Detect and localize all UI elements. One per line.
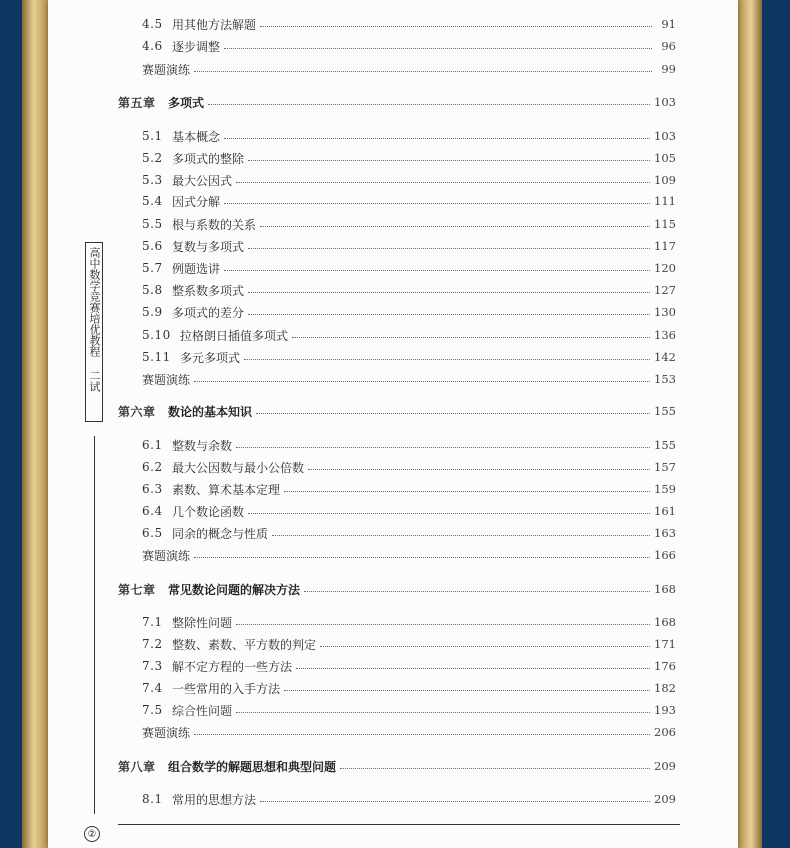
chapter-title: 多项式 bbox=[168, 95, 205, 110]
toc-chapter-row[interactable] bbox=[118, 401, 676, 421]
leader-dots bbox=[248, 159, 650, 161]
toc-section-row[interactable] bbox=[142, 545, 676, 565]
leader-dots bbox=[260, 800, 650, 802]
page-number: 168 bbox=[654, 582, 676, 596]
toc-chapter-row[interactable] bbox=[118, 92, 676, 112]
page-number: 157 bbox=[654, 460, 676, 474]
toc-section-row[interactable] bbox=[142, 258, 676, 278]
page-number: 171 bbox=[654, 637, 676, 651]
leader-dots bbox=[284, 689, 650, 691]
leader-dots bbox=[292, 336, 650, 338]
page-number: 209 bbox=[654, 759, 676, 773]
leader-dots bbox=[260, 225, 650, 227]
section-title: 素数、算术基本定理 bbox=[172, 482, 281, 497]
toc-section-row[interactable] bbox=[142, 14, 676, 34]
section-number: 6.1 bbox=[142, 438, 163, 452]
leader-dots bbox=[224, 137, 650, 139]
page-number: 166 bbox=[654, 548, 676, 562]
toc-section-row[interactable] bbox=[142, 523, 676, 543]
page-number: 168 bbox=[654, 615, 676, 629]
section-number: 5.8 bbox=[142, 283, 163, 297]
section-title: 解不定方程的一些方法 bbox=[172, 659, 293, 674]
book-spine-label bbox=[85, 242, 103, 422]
section-number: 5.9 bbox=[142, 305, 163, 319]
toc-section-row[interactable] bbox=[142, 678, 676, 698]
section-title: 赛题演练 bbox=[142, 548, 191, 563]
section-title: 多项式的整除 bbox=[172, 151, 245, 166]
section-title: 逐步调整 bbox=[172, 39, 221, 54]
leader-dots bbox=[194, 556, 650, 558]
toc-section-row[interactable] bbox=[142, 325, 676, 345]
toc-section-row[interactable] bbox=[142, 634, 676, 654]
section-title: 常用的思想方法 bbox=[172, 792, 257, 807]
leader-dots bbox=[248, 291, 650, 293]
toc-section-row[interactable] bbox=[142, 501, 676, 521]
page-number: 115 bbox=[654, 217, 676, 231]
page-number: 96 bbox=[661, 39, 676, 53]
leader-dots bbox=[256, 412, 650, 414]
leader-dots bbox=[272, 534, 650, 536]
toc-section-row[interactable] bbox=[142, 479, 676, 499]
gold-frame-right bbox=[738, 0, 762, 848]
leader-dots bbox=[236, 181, 650, 183]
section-title: 基本概念 bbox=[172, 129, 221, 144]
section-title: 最大公因式 bbox=[172, 173, 233, 188]
leader-dots bbox=[236, 446, 650, 448]
leader-dots bbox=[208, 103, 650, 105]
page-number: 155 bbox=[654, 404, 676, 418]
page-number: 105 bbox=[654, 151, 676, 165]
toc-section-row[interactable] bbox=[142, 302, 676, 322]
section-title: 综合性问题 bbox=[172, 703, 233, 718]
section-number: 5.3 bbox=[142, 173, 163, 187]
chapter-number: 第六章 bbox=[118, 404, 156, 419]
spine-rule bbox=[94, 436, 95, 814]
section-number: 6.3 bbox=[142, 482, 163, 496]
toc-section-row[interactable] bbox=[142, 656, 676, 676]
section-title: 赛题演练 bbox=[142, 372, 191, 387]
toc-section-row[interactable] bbox=[142, 369, 676, 389]
page-number: 103 bbox=[654, 95, 676, 109]
chapter-title: 常见数论问题的解决方法 bbox=[168, 582, 301, 597]
section-number: 5.7 bbox=[142, 261, 163, 275]
section-title: 根与系数的关系 bbox=[172, 217, 257, 232]
page-number: 130 bbox=[654, 305, 676, 319]
section-number: 7.1 bbox=[142, 615, 163, 629]
section-number: 6.2 bbox=[142, 460, 163, 474]
leader-dots bbox=[248, 512, 650, 514]
section-number: 5.2 bbox=[142, 151, 163, 165]
bottom-rule bbox=[118, 824, 680, 825]
toc-section-row[interactable] bbox=[142, 170, 676, 190]
page-number: 91 bbox=[661, 17, 676, 31]
section-number: 7.3 bbox=[142, 659, 163, 673]
chapter-number: 第八章 bbox=[118, 759, 156, 774]
toc-section-row[interactable] bbox=[142, 700, 676, 720]
toc-section-row[interactable] bbox=[142, 36, 676, 56]
leader-dots bbox=[194, 733, 650, 735]
section-title: 整数与余数 bbox=[172, 438, 233, 453]
leader-dots bbox=[308, 468, 650, 470]
leader-dots bbox=[194, 70, 652, 72]
page-number: 99 bbox=[661, 62, 676, 76]
section-title: 整数、素数、平方数的判定 bbox=[172, 637, 317, 652]
section-number: 5.1 bbox=[142, 129, 163, 143]
page-number: 109 bbox=[654, 173, 676, 187]
page-number: 111 bbox=[654, 194, 676, 208]
section-title: 整系数多项式 bbox=[172, 283, 245, 298]
leader-dots bbox=[224, 269, 650, 271]
section-number: 5.4 bbox=[142, 194, 163, 208]
chapter-title: 组合数学的解题思想和典型问题 bbox=[168, 759, 337, 774]
chapter-number: 第五章 bbox=[118, 95, 156, 110]
section-title: 因式分解 bbox=[172, 194, 221, 209]
section-number: 5.10 bbox=[142, 328, 171, 342]
page-number: 159 bbox=[654, 482, 676, 496]
section-number: 8.1 bbox=[142, 792, 163, 806]
section-title: 多元多项式 bbox=[180, 350, 241, 365]
page-number: 163 bbox=[654, 526, 676, 540]
leader-dots bbox=[244, 358, 650, 360]
section-title: 例题选讲 bbox=[172, 261, 221, 276]
toc-section-row[interactable] bbox=[142, 126, 676, 146]
section-number: 7.4 bbox=[142, 681, 163, 695]
page-number: 127 bbox=[654, 283, 676, 297]
toc-section-row[interactable] bbox=[142, 612, 676, 632]
toc-section-row[interactable] bbox=[142, 148, 676, 168]
toc-section-row[interactable] bbox=[142, 191, 676, 211]
page-number: 155 bbox=[654, 438, 676, 452]
chapter-title: 数论的基本知识 bbox=[168, 404, 253, 419]
leader-dots bbox=[296, 667, 650, 669]
toc-section-row[interactable] bbox=[142, 59, 676, 79]
page-number: 103 bbox=[654, 129, 676, 143]
leader-dots bbox=[224, 202, 650, 204]
toc-chapter-row[interactable] bbox=[118, 579, 676, 599]
page-number: 153 bbox=[654, 372, 676, 386]
section-title: 一些常用的入手方法 bbox=[172, 681, 281, 696]
gold-frame-left bbox=[22, 0, 48, 848]
section-title: 赛题演练 bbox=[142, 62, 191, 77]
section-number: 7.2 bbox=[142, 637, 163, 651]
leader-dots bbox=[224, 47, 652, 49]
leader-dots bbox=[320, 645, 650, 647]
section-number: 5.11 bbox=[142, 350, 171, 364]
toc-section-row[interactable] bbox=[142, 457, 676, 477]
section-number: 6.4 bbox=[142, 504, 163, 518]
page-number: 206 bbox=[654, 725, 676, 739]
section-number: 5.5 bbox=[142, 217, 163, 231]
toc-section-row[interactable] bbox=[142, 722, 676, 742]
section-title: 同余的概念与性质 bbox=[172, 526, 269, 541]
section-title: 几个数论函数 bbox=[172, 504, 245, 519]
leader-dots bbox=[236, 711, 650, 713]
section-number: 5.6 bbox=[142, 239, 163, 253]
page-number-mark: ② bbox=[84, 826, 100, 842]
page-number: 117 bbox=[654, 239, 676, 253]
section-title: 拉格朗日插值多项式 bbox=[180, 328, 289, 343]
section-title: 整除性问题 bbox=[172, 615, 233, 630]
page-number: 209 bbox=[654, 792, 676, 806]
leader-dots bbox=[194, 380, 650, 382]
toc-section-row[interactable] bbox=[142, 280, 676, 300]
leader-dots bbox=[284, 490, 650, 492]
page-number: 176 bbox=[654, 659, 676, 673]
toc-section-row[interactable] bbox=[142, 347, 676, 367]
leader-dots bbox=[248, 313, 650, 315]
spine-title: 高中数学竞赛培优教程 二试 bbox=[88, 247, 101, 392]
page-number: 136 bbox=[654, 328, 676, 342]
section-number: 7.5 bbox=[142, 703, 163, 717]
page-number: 193 bbox=[654, 703, 676, 717]
toc-page bbox=[48, 0, 738, 848]
section-number: 6.5 bbox=[142, 526, 163, 540]
toc-chapter-row[interactable] bbox=[118, 756, 676, 776]
leader-dots bbox=[248, 247, 650, 249]
leader-dots bbox=[236, 623, 650, 625]
section-title: 复数与多项式 bbox=[172, 239, 245, 254]
toc-section-row[interactable] bbox=[142, 214, 676, 234]
leader-dots bbox=[340, 767, 650, 769]
section-title: 最大公因数与最小公倍数 bbox=[172, 460, 305, 475]
page-number: 182 bbox=[654, 681, 676, 695]
section-number: 4.6 bbox=[142, 39, 163, 53]
section-title: 赛题演练 bbox=[142, 725, 191, 740]
section-title: 多项式的差分 bbox=[172, 305, 245, 320]
chapter-number: 第七章 bbox=[118, 582, 156, 597]
section-number: 4.5 bbox=[142, 17, 163, 31]
page-number: 142 bbox=[654, 350, 676, 364]
toc-section-row[interactable] bbox=[142, 435, 676, 455]
section-title: 用其他方法解题 bbox=[172, 17, 257, 32]
toc-section-row[interactable] bbox=[142, 236, 676, 256]
page-number: 161 bbox=[654, 504, 676, 518]
page-number: 120 bbox=[654, 261, 676, 275]
leader-dots bbox=[260, 25, 652, 27]
leader-dots bbox=[304, 590, 650, 592]
toc-section-row[interactable] bbox=[142, 789, 676, 809]
